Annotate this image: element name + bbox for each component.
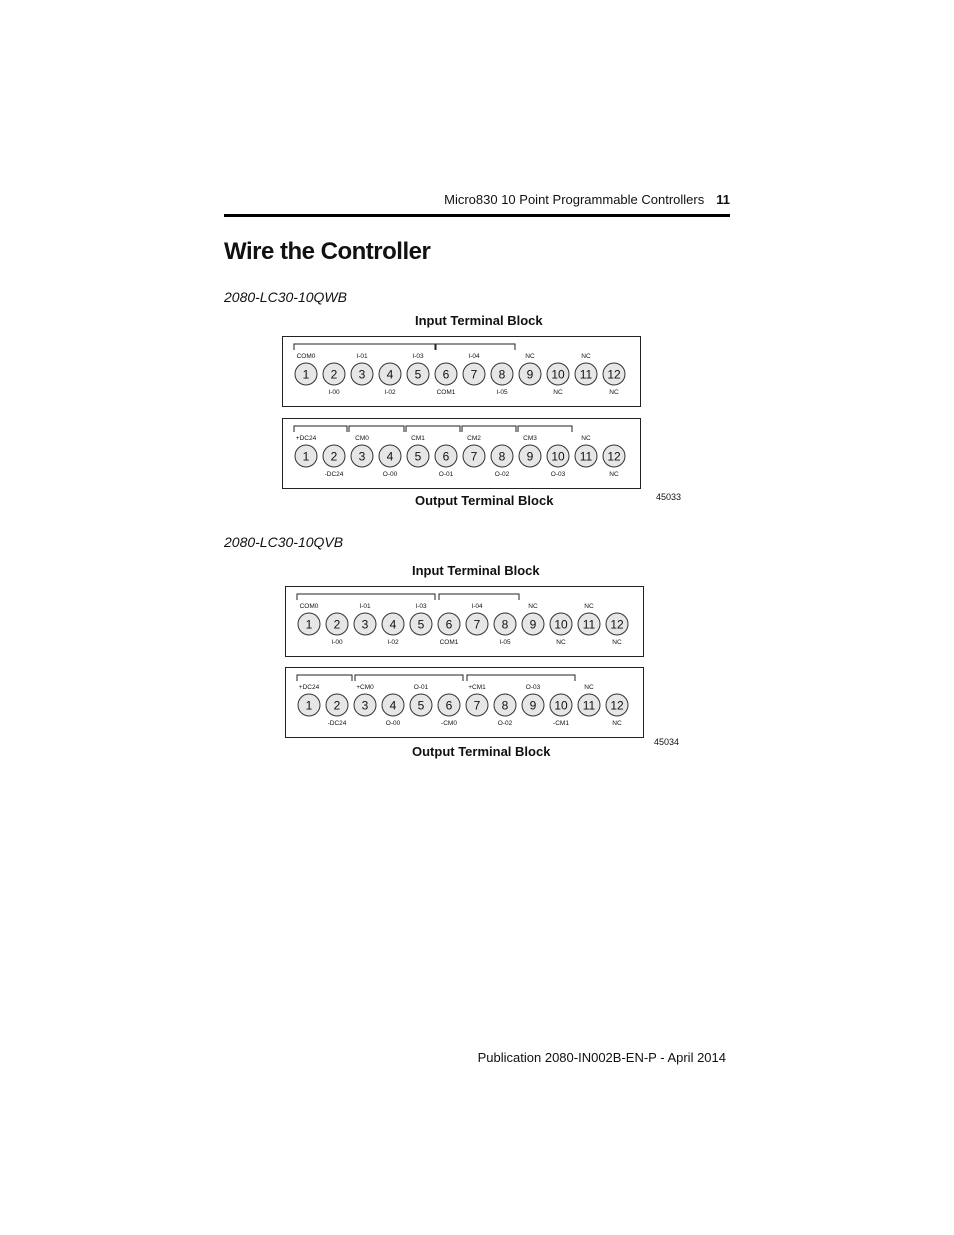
terminal-number: 6 [442,367,450,382]
terminal-top-label: O-01 [413,684,429,691]
terminal-number: 4 [389,698,397,713]
terminal-top-label: +CM0 [356,684,374,691]
terminal-number: 8 [501,698,509,713]
terminal-bottom-label: I-02 [384,389,396,396]
section-title: Wire the Controller [224,238,431,265]
terminal-number: 5 [417,698,425,713]
terminal-top-label: NC [581,435,591,442]
terminal-bracket [435,344,515,350]
input-block-label-qvb: Input Terminal Block [412,563,540,578]
terminal-number: 11 [582,698,596,713]
terminal-number: 7 [470,367,478,382]
terminal-top-label: I-03 [415,603,427,610]
terminal-bracket [294,426,347,432]
terminal-number: 4 [386,449,394,464]
terminal-number: 3 [358,449,366,464]
terminal-bottom-label: O-00 [385,720,401,727]
terminal-bracket [467,675,575,681]
terminal-top-label: +CM1 [468,684,486,691]
terminal-top-label: COM0 [296,353,316,360]
terminal-bottom-label: NC [556,639,566,646]
terminal-bracket [355,675,463,681]
terminal-bottom-label: O-03 [550,471,566,478]
terminal-number: 5 [414,367,422,382]
terminal-bottom-label: -DC24 [327,720,347,727]
output-terminal-block-qvb [285,667,645,740]
model-label-qwb: 2080-LC30-10QWB [224,289,347,305]
terminal-number: 1 [302,367,310,382]
terminal-number: 9 [529,698,537,713]
terminal-number: 1 [305,698,313,713]
terminal-number: 10 [554,698,568,713]
terminal-number: 2 [330,367,338,382]
header-rule [224,214,730,217]
terminal-bottom-label: O-02 [497,720,513,727]
terminal-number: 4 [389,617,397,632]
page-number: 11 [716,192,730,207]
terminal-number: 7 [473,698,481,713]
terminal-number: 5 [417,617,425,632]
terminal-bottom-label: COM1 [436,389,456,396]
terminal-number: 9 [526,449,534,464]
terminal-number: 4 [386,367,394,382]
terminal-number: 7 [473,617,481,632]
terminal-number: 7 [470,449,478,464]
terminal-bracket [439,594,519,600]
terminal-bottom-label: NC [612,639,622,646]
terminal-top-label: I-01 [356,353,368,360]
terminal-number: 2 [333,698,341,713]
terminal-bottom-label: O-01 [438,471,454,478]
output-terminal-block-qwb [282,418,642,491]
terminal-top-label: COM0 [299,603,319,610]
terminal-bottom-label: NC [609,389,619,396]
terminal-top-label: NC [581,353,591,360]
terminal-top-label: +DC24 [298,684,320,691]
terminal-top-label: CM1 [411,435,425,442]
terminal-bottom-label: I-05 [499,639,511,646]
terminal-number: 10 [554,617,568,632]
terminal-number: 11 [579,367,593,382]
running-header [224,192,730,210]
terminal-number: 6 [442,449,450,464]
terminal-number: 3 [358,367,366,382]
output-block-label-qwb: Output Terminal Block [415,493,554,508]
terminal-bottom-label: NC [609,471,619,478]
terminal-bottom-label: I-00 [328,389,340,396]
input-terminal-block-qvb [285,586,645,659]
terminal-bottom-label: O-02 [494,471,510,478]
terminal-top-label: I-01 [359,603,371,610]
terminal-top-label: CM0 [355,435,369,442]
input-block-label-qwb: Input Terminal Block [415,313,543,328]
terminal-number: 11 [579,449,593,464]
running-title: Micro830 10 Point Programmable Controllers [444,192,705,207]
terminal-number: 5 [414,449,422,464]
figure-id-45033: 45033 [656,492,682,502]
model-label-qvb: 2080-LC30-10QVB [224,534,344,550]
output-block-label-qvb: Output Terminal Block [412,744,551,759]
terminal-bottom-label: -DC24 [324,471,344,478]
terminal-number: 8 [498,367,506,382]
publication-footer: Publication 2080-IN002B-EN-P - April 2014 [477,1050,726,1065]
terminal-number: 12 [610,698,624,713]
terminal-top-label: CM3 [523,435,537,442]
terminal-number: 10 [551,367,565,382]
terminal-bracket [297,594,435,600]
terminal-top-label: I-03 [412,353,424,360]
terminal-number: 3 [361,698,369,713]
terminal-bottom-label: -CM1 [553,720,569,727]
terminal-bottom-label: COM1 [439,639,459,646]
terminal-number: 3 [361,617,369,632]
terminal-bottom-label: I-02 [387,639,399,646]
terminal-number: 12 [607,367,621,382]
terminal-number: 12 [607,449,621,464]
terminal-top-label: NC [584,603,594,610]
terminal-number: 10 [551,449,565,464]
figure-id-45034: 45034 [654,737,680,747]
terminal-number: 1 [302,449,310,464]
terminal-number: 2 [333,617,341,632]
terminal-number: 12 [610,617,624,632]
terminal-top-label: NC [528,603,538,610]
terminal-top-label: +DC24 [295,435,317,442]
terminal-bracket [294,344,436,350]
terminal-top-label: CM2 [467,435,481,442]
terminal-bottom-label: NC [612,720,622,727]
terminal-number: 6 [445,698,453,713]
terminal-bottom-label: I-00 [331,639,343,646]
terminal-bracket [462,426,516,432]
terminal-number: 2 [330,449,338,464]
input-terminal-block-qwb [282,336,642,409]
terminal-top-label: O-03 [525,684,541,691]
terminal-bracket [297,675,352,681]
terminal-bracket [406,426,460,432]
terminal-number: 11 [582,617,596,632]
terminal-number: 9 [529,617,537,632]
terminal-bottom-label: I-05 [496,389,508,396]
terminal-bracket [518,426,572,432]
terminal-number: 8 [501,617,509,632]
terminal-top-label: NC [525,353,535,360]
terminal-bottom-label: -CM0 [441,720,457,727]
terminal-bracket [349,426,404,432]
terminal-number: 6 [445,617,453,632]
terminal-number: 1 [305,617,313,632]
terminal-number: 8 [498,449,506,464]
terminal-top-label: NC [584,684,594,691]
terminal-bottom-label: O-00 [382,471,398,478]
terminal-bottom-label: NC [553,389,563,396]
terminal-top-label: I-04 [471,603,483,610]
terminal-top-label: I-04 [468,353,480,360]
terminal-number: 9 [526,367,534,382]
